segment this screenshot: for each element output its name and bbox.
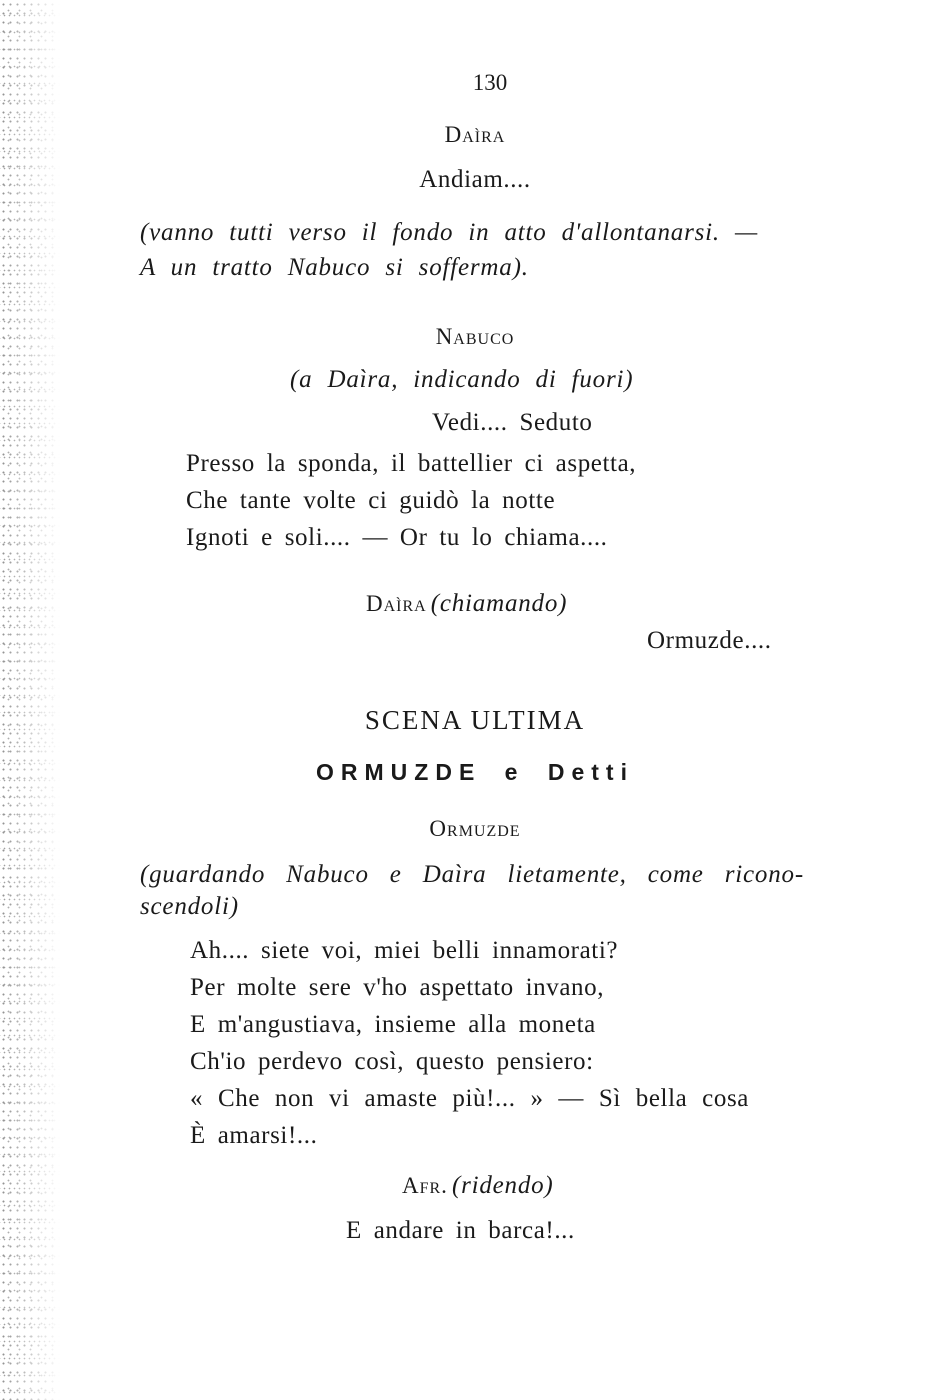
verse-line: Presso la sponda, il battellier ci aspetta, [186,450,637,477]
scan-noise-margin [0,0,60,1400]
stage-direction: scendoli) [140,893,239,920]
stage-direction: (guardando Nabuco e Daìra lietamente, come ricono- [140,861,804,888]
stage-direction: (chiamando) [430,590,568,617]
verse-line: « Che non vi amaste più!... » — Sì bella cosa [190,1085,750,1112]
page-number: 130 [472,70,508,95]
speaker-daira: Daìra [366,591,427,616]
verse-line: Ormuzde.... [647,627,772,654]
verse-line: Ch'io perdevo così, questo pensiero: [190,1048,594,1075]
stage-direction: (a Daìra, indicando di fuori) [290,366,634,393]
verse-line: E andare in barca!... [346,1217,575,1244]
speaker-ormuzde: Ormuzde [429,816,521,841]
verse-line: Ah.... siete voi, miei belli innamorati? [190,937,619,964]
speaker-daira: Daìra [444,122,506,147]
stage-direction: A un tratto Nabuco si sofferma). [140,254,529,281]
verse-line: Che tante volte ci guidò la notte [186,487,556,514]
verse-line: Per molte sere v'ho aspettato invano, [190,974,605,1001]
speaker-line [402,1172,554,1200]
verse-line: Andiam.... [419,166,531,193]
verse-line: Ignoti e soli.... — Or tu lo chiama.... [186,524,608,551]
stage-direction: (vanno tutti verso il fondo in atto d'allontanarsi. — [140,219,758,246]
scene-title: SCENA ULTIMA [364,705,586,735]
stage-direction: (ridendo) [451,1172,554,1199]
speaker-afr: Afr. [402,1173,448,1198]
speaker-nabuco: Nabuco [435,324,515,349]
verse-line: E m'angustiava, insieme alla moneta [190,1011,596,1038]
verse-line: È amarsi!... [190,1122,318,1149]
verse-line: Vedi.... Seduto [432,409,593,436]
scene-characters: ORMUZDE e Detti [316,759,634,785]
speaker-line [366,590,567,618]
